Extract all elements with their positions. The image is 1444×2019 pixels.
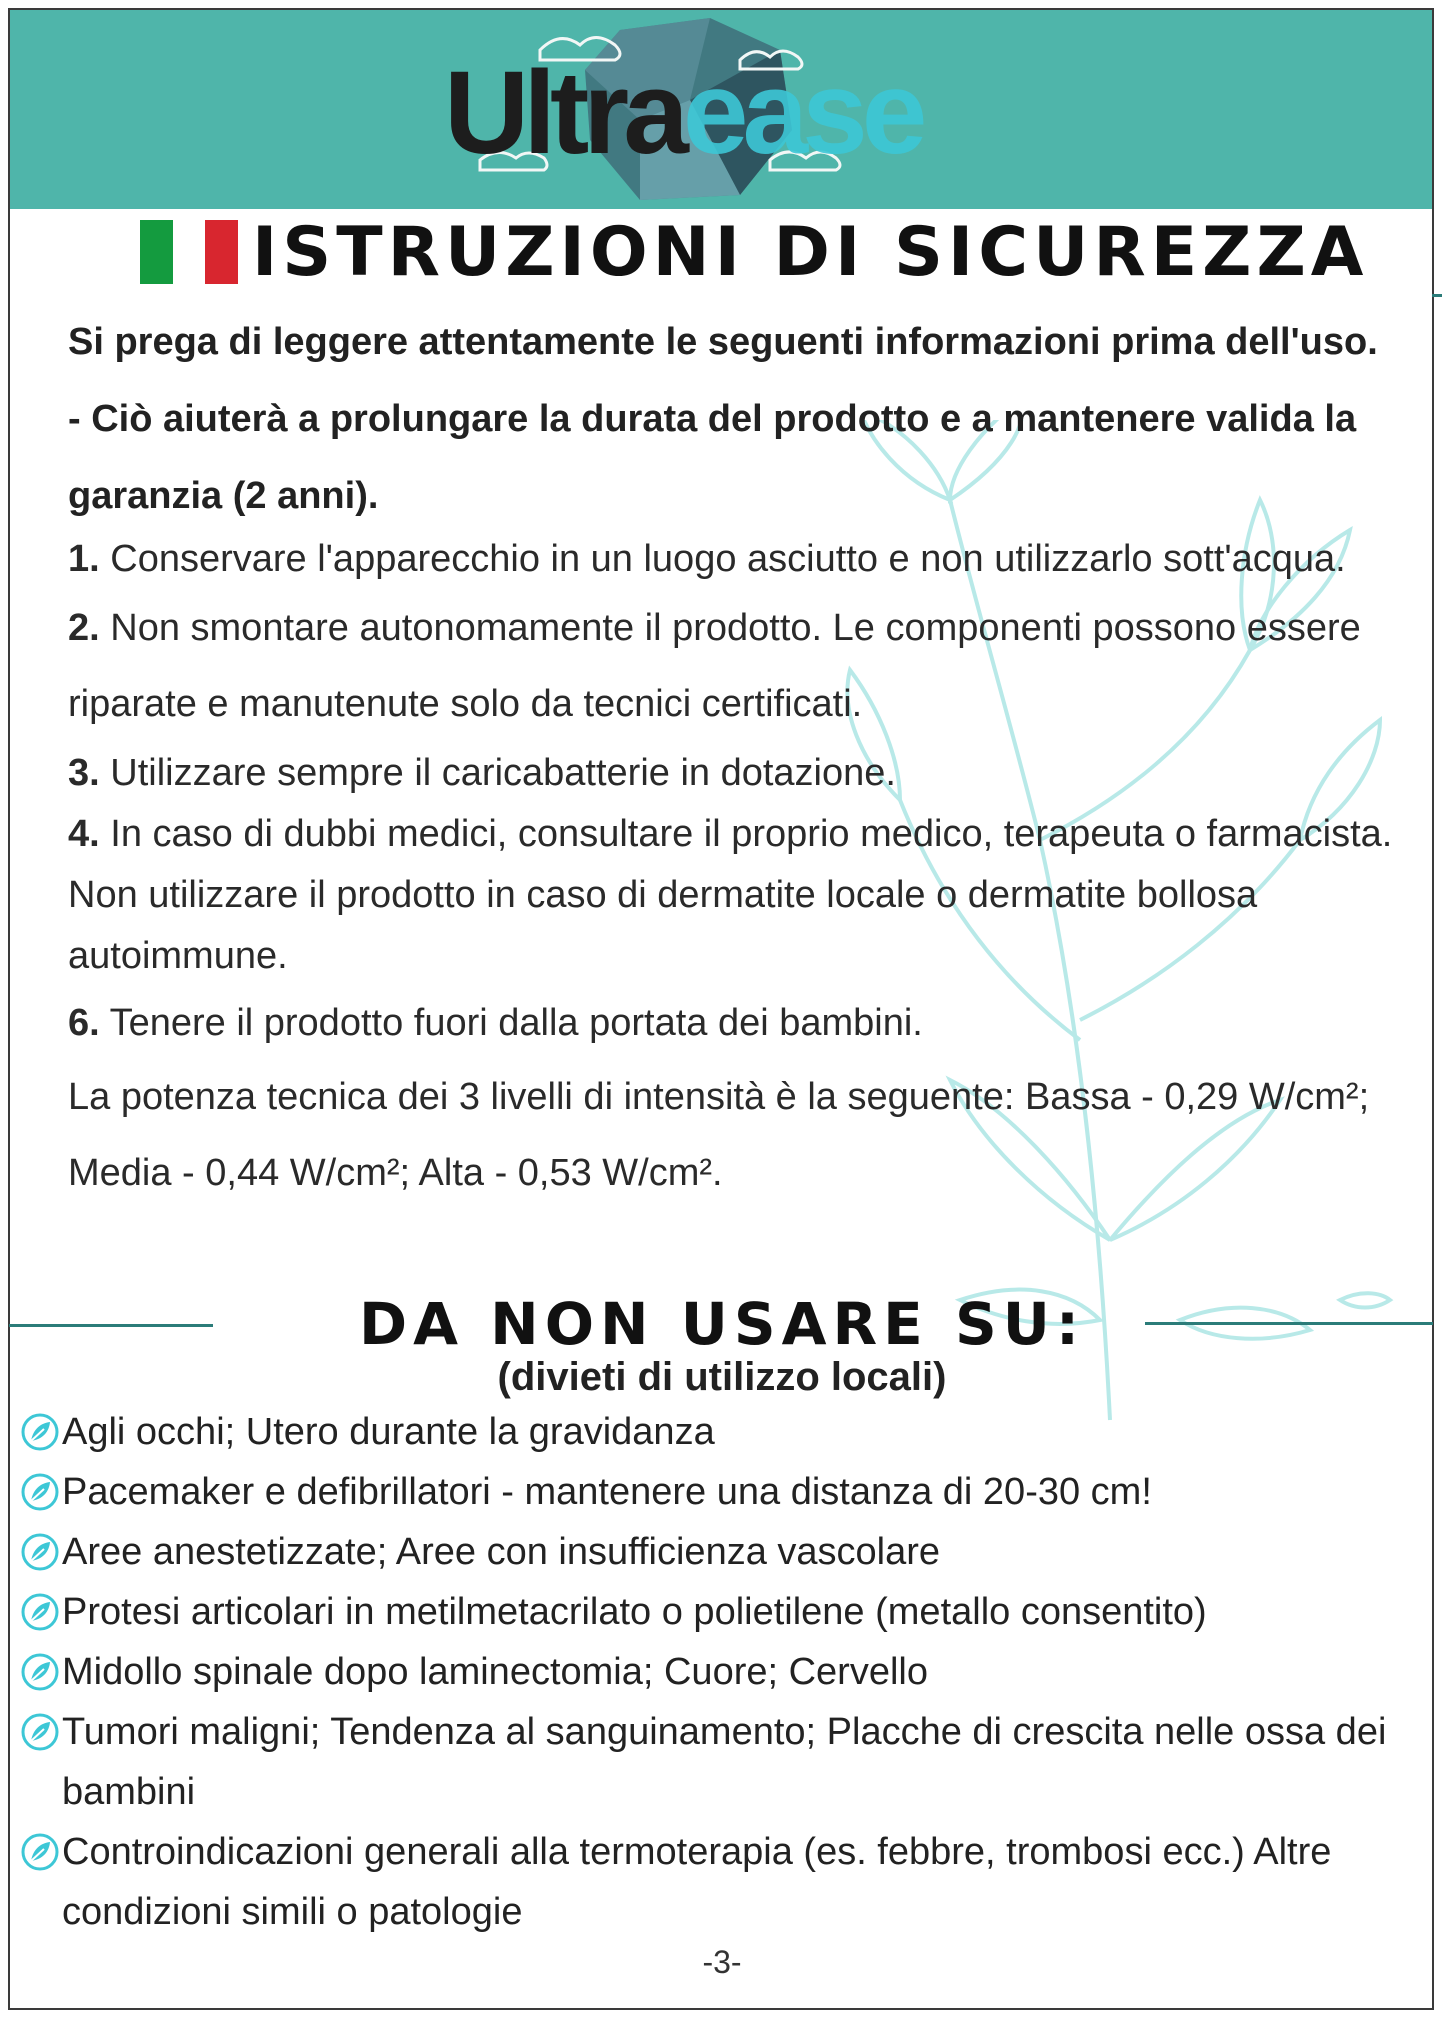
title-row <box>140 212 1368 292</box>
leaf-bullet-icon <box>20 1712 60 1752</box>
instruction-number: 1. <box>68 538 100 580</box>
power-note: La potenza tecnica dei 3 livelli di intensità è la seguente: Bassa - 0,29 W/cm²; Media - 0,44 W/cm²; Alta - 0,53 W/cm². <box>68 1076 1370 1194</box>
contraindication-item <box>20 1822 1420 1942</box>
intro-paragraph: Si prega di leggere attentamente le seguenti informazioni prima dell'uso. - Ciò aiuterà a prolungare la durata del prodotto e a mantenere valida la garanzia (2 anni). <box>68 321 1378 517</box>
instruction-number: 3. <box>68 752 100 794</box>
instruction-item <box>68 987 1398 1059</box>
instruction-item <box>68 742 1398 804</box>
contraindications-list <box>20 1402 1420 1942</box>
leaf-bullet-icon <box>20 1412 60 1452</box>
logo-wordmark <box>444 47 922 179</box>
instruction-number: 6. <box>68 1002 100 1044</box>
instruction-text: Non smontare autonomamente il prodotto. Le componenti possono essere riparate e manutenute solo da tecnici certificati. <box>68 607 1361 725</box>
contraindication-text: Tumori maligni; Tendenza al sanguinamento; Placche di crescita nelle ossa dei bambini <box>62 1711 1387 1813</box>
instruction-number: 4. <box>68 813 100 855</box>
leaf-bullet-icon <box>20 1472 60 1512</box>
contraindication-text: Protesi articolari in metilmetacrilato o polietilene (metallo consentito) <box>62 1591 1207 1633</box>
brand-logo <box>440 10 940 210</box>
instruction-item <box>68 528 1398 590</box>
contraindication-text: Agli occhi; Utero durante la gravidanza <box>62 1411 715 1453</box>
leaf-bullet-icon <box>20 1532 60 1572</box>
contraindication-item <box>20 1462 1420 1522</box>
contraindication-text: Pacemaker e defibrillatori - mantenere una distanza di 20-30 cm! <box>62 1471 1152 1513</box>
contraindication-text: Aree anestetizzate; Aree con insufficienza vascolare <box>62 1531 941 1573</box>
contraindication-text: Midollo spinale dopo laminectomia; Cuore; Cervello <box>62 1651 928 1693</box>
leaf-bullet-icon <box>20 1592 60 1632</box>
logo-text-part1: Ultra <box>444 47 683 179</box>
contraindication-item <box>20 1402 1420 1462</box>
leaf-bullet-icon <box>20 1652 60 1692</box>
instruction-item <box>68 590 1398 742</box>
page-title: ISTRUZIONI DI SICUREZZA <box>252 212 1369 292</box>
instruction-text: Tenere il prodotto fuori dalla portata dei bambini. <box>99 1002 923 1044</box>
instruction-number: 2. <box>68 607 100 649</box>
section-heading: DA NON USARE SU: <box>358 1290 1086 1358</box>
contraindication-text: Controindicazioni generali alla termoterapia (es. febbre, trombosi ecc.) Altre condizioni simili o patologie <box>62 1831 1332 1933</box>
italian-flag-icon <box>140 220 238 284</box>
section-subheading: (divieti di utilizzo locali) <box>497 1355 947 1399</box>
page-number: -3- <box>702 1944 742 1980</box>
safety-instructions-list <box>68 528 1398 1211</box>
instruction-text: Utilizzare sempre il caricabatterie in dotazione. <box>99 752 896 794</box>
contraindication-item <box>20 1642 1420 1702</box>
logo-text-part2: ease <box>682 47 922 179</box>
leaf-bullet-icon <box>20 1832 60 1872</box>
contraindication-item <box>20 1582 1420 1642</box>
instruction-text: In caso di dubbi medici, consultare il proprio medico, terapeuta o farmacista. Non utilizzare il prodotto in caso di dermatite locale o dermatite bollosa autoimmune. <box>68 813 1393 977</box>
edge-tick <box>1432 294 1442 297</box>
instruction-item <box>68 804 1398 987</box>
instruction-text: Conservare l'apparecchio in un luogo asciutto e non utilizzarlo sott'acqua. <box>99 538 1346 580</box>
contraindication-item <box>20 1702 1420 1822</box>
contraindication-item <box>20 1522 1420 1582</box>
